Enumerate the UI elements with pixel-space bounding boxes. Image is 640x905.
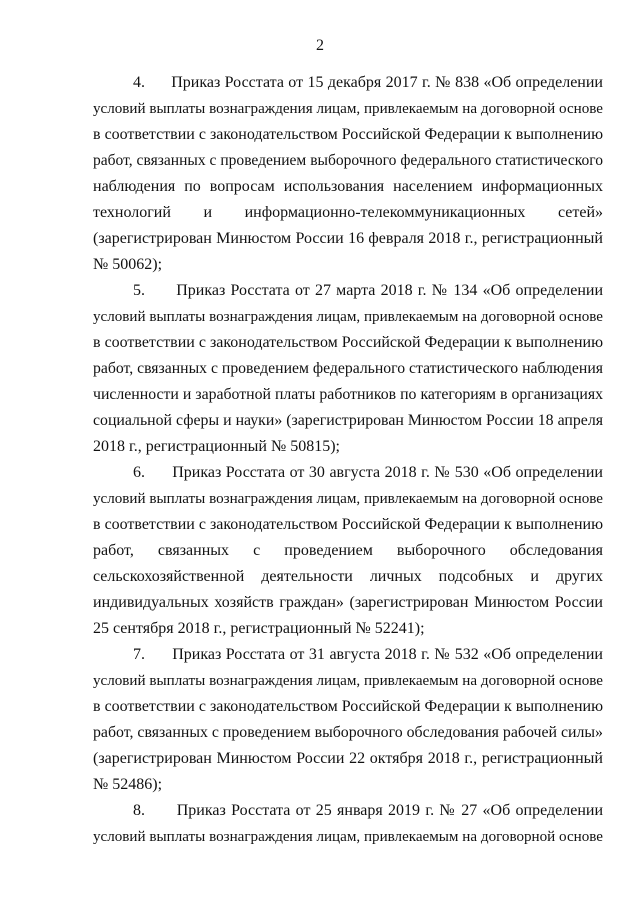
text-line: в соответствии с законодательством Российской Федерации к выполнению	[93, 516, 603, 533]
text-line: технологий и информационно-телекоммуникационных сетей»	[93, 204, 603, 221]
text-line: условий выплаты вознаграждения лицам, привлекаемым на договорной основе	[93, 829, 603, 845]
text-line: работ, связанных с проведением выборочного федерального статистического	[93, 152, 603, 169]
text-line: численности и заработной платы работников по категориям в организациях	[93, 386, 603, 403]
text-line: работ, связанных с проведением выборочного обследования рабочей силы»	[93, 724, 603, 741]
text-line: условий выплаты вознаграждения лицам, привлекаемым на договорной основе	[93, 673, 603, 689]
text-line: условий выплаты вознаграждения лицам, привлекаемым на договорной основе	[93, 309, 603, 325]
text-line: 7. Приказ Росстата от 31 августа 2018 г. № 532 «Об определении	[133, 646, 603, 663]
page-number: 2	[316, 37, 324, 54]
list-item-paragraph	[93, 798, 603, 850]
text-line: № 50062);	[93, 256, 163, 273]
text-line: (зарегистрирован Минюстом России 22 октября 2018 г., регистрационный	[93, 750, 603, 767]
text-line: работ, связанных с проведением федерального статистического наблюдения	[93, 360, 603, 377]
list-item-paragraph	[93, 278, 603, 460]
text-line: индивидуальных хозяйств граждан» (зарегистрирован Минюстом России	[93, 594, 603, 611]
list-item-paragraph	[93, 642, 603, 798]
text-line: в соответствии с законодательством Российской Федерации к выполнению	[93, 126, 603, 143]
text-line: в соответствии с законодательством Российской Федерации к выполнению	[93, 698, 603, 715]
text-line: № 52486);	[93, 776, 163, 793]
text-line: 5. Приказ Росстата от 27 марта 2018 г. № 134 «Об определении	[133, 282, 603, 299]
text-line: 8. Приказ Росстата от 25 января 2019 г. № 27 «Об определении	[133, 802, 603, 819]
text-line: 4. Приказ Росстата от 15 декабря 2017 г. № 838 «Об определении	[133, 74, 603, 91]
text-line: (зарегистрирован Минюстом России 16 февраля 2018 г., регистрационный	[93, 230, 603, 247]
list-item-paragraph	[93, 460, 603, 642]
list-item-paragraph	[93, 70, 603, 278]
text-line: социальной сферы и науки» (зарегистрирован Минюстом России 18 апреля	[93, 412, 603, 429]
document-body	[93, 70, 603, 850]
text-line: наблюдения по вопросам использования населением информационных	[93, 178, 603, 195]
text-line: в соответствии с законодательством Российской Федерации к выполнению	[93, 334, 603, 351]
text-line: 25 сентября 2018 г., регистрационный № 52241);	[93, 620, 425, 637]
text-line: условий выплаты вознаграждения лицам, привлекаемым на договорной основе	[93, 101, 603, 117]
text-line: 2018 г., регистрационный № 50815);	[93, 438, 340, 455]
text-line: 6. Приказ Росстата от 30 августа 2018 г. № 530 «Об определении	[133, 464, 603, 481]
text-line: сельскохозяйственной деятельности личных подсобных и других	[93, 568, 603, 585]
text-line: условий выплаты вознаграждения лицам, привлекаемым на договорной основе	[93, 491, 603, 507]
text-line: работ, связанных с проведением выборочного обследования	[93, 542, 603, 559]
